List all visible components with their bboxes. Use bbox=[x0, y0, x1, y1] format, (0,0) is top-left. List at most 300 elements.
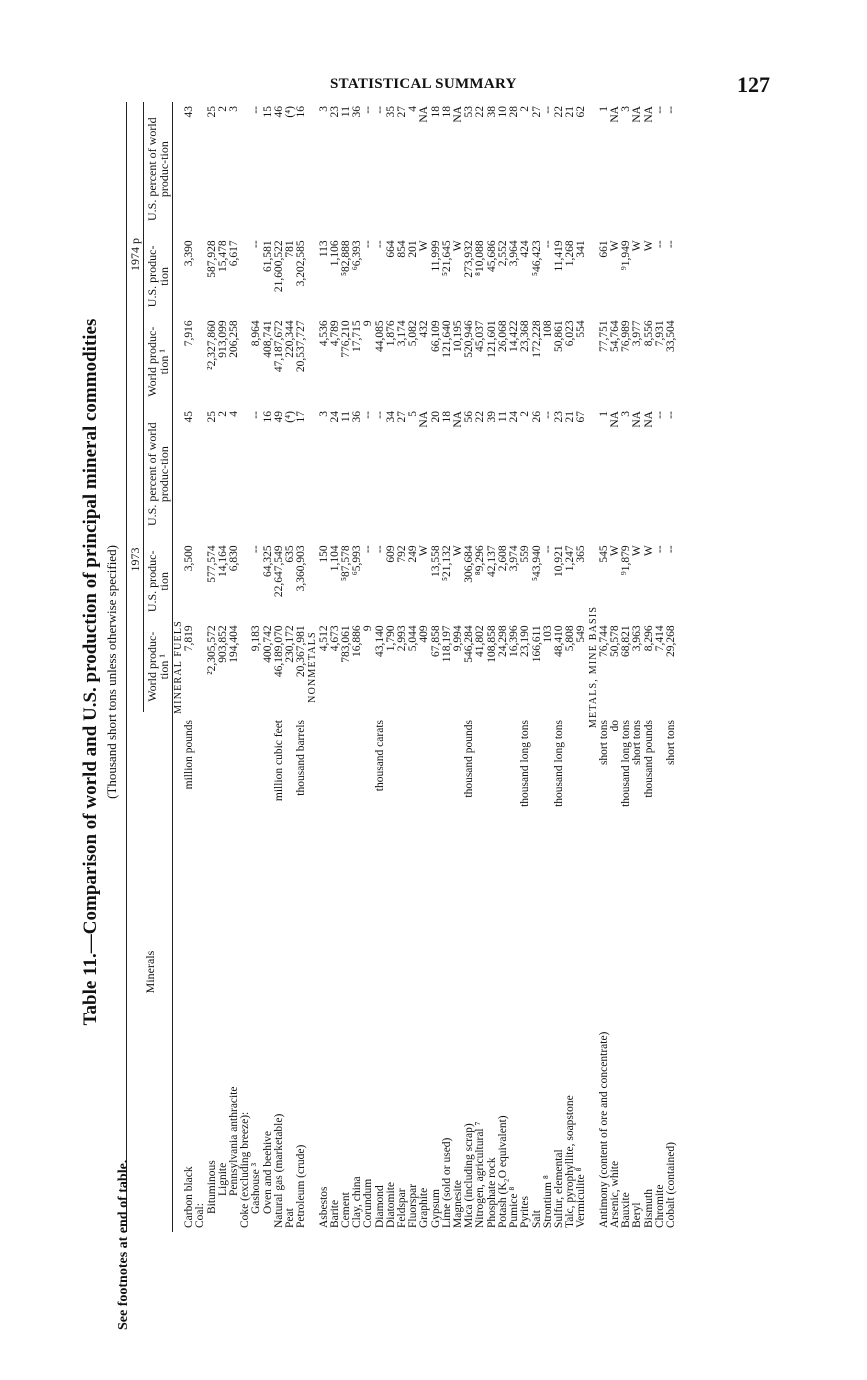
value-cell-p73: NA bbox=[642, 411, 655, 428]
value-cell-p73: 24 bbox=[328, 411, 341, 423]
value-cell-p74: NA bbox=[608, 106, 621, 123]
value-cell-w74: 913,099 bbox=[216, 320, 229, 358]
value-cell-p74: -- bbox=[653, 106, 666, 114]
running-head: STATISTICAL SUMMARY bbox=[330, 76, 517, 92]
value-cell-p74: -- bbox=[541, 106, 554, 114]
header-pct-1973: U.S. percent of world produc-tion bbox=[144, 407, 173, 541]
mineral-cell bbox=[419, 712, 430, 1232]
mineral-cell bbox=[475, 712, 486, 1232]
value-cell-w73: 50,578 bbox=[608, 625, 621, 657]
value-cell-u73: ⁹1,879 bbox=[620, 545, 633, 576]
mineral-name: Pennsylvania anthracite bbox=[228, 1086, 241, 1196]
value-cell-u74: -- bbox=[653, 240, 666, 248]
value-cell-u74: 3,964 bbox=[508, 240, 521, 267]
value-cell-u74: -- bbox=[362, 240, 375, 248]
value-cell-w74: 14,422 bbox=[508, 320, 521, 352]
value-cell-u74: 1,268 bbox=[564, 240, 577, 267]
mineral-unit: do bbox=[608, 720, 621, 732]
value-cell-p73: 49 bbox=[272, 411, 285, 423]
mineral-cell bbox=[341, 712, 352, 1232]
value-cell-u74: W bbox=[608, 240, 621, 252]
value-cell-p73: 20 bbox=[429, 411, 442, 423]
value-cell-u73: 3,500 bbox=[183, 545, 196, 572]
value-cell-u74: ⁵46,423 bbox=[530, 240, 543, 276]
value-cell-w74: 554 bbox=[575, 320, 588, 338]
value-cell-u74: 21,600,522 bbox=[272, 240, 285, 293]
value-cell-u74: ⁸10,088 bbox=[474, 240, 487, 276]
value-cell-u74: 273,932 bbox=[463, 240, 476, 278]
mineral-cell bbox=[520, 712, 531, 1232]
table-row bbox=[386, 102, 397, 1232]
mineral-name: Asbestos bbox=[317, 1186, 330, 1228]
value-cell-p74: 3 bbox=[317, 106, 330, 112]
value-cell-p74: 3 bbox=[620, 106, 633, 112]
header-us-1973: U.S. produc-tion bbox=[144, 541, 173, 621]
value-cell-u74: 1,106 bbox=[328, 240, 341, 267]
mineral-name: Cobalt (contained) bbox=[664, 1142, 677, 1228]
mineral-name: Chromite bbox=[653, 1184, 666, 1228]
value-cell-p74: 15 bbox=[261, 106, 274, 118]
table-row bbox=[375, 102, 386, 1232]
value-cell-w73: 24,298 bbox=[496, 625, 509, 657]
mineral-unit: thousand long tons bbox=[519, 720, 532, 807]
value-cell-u73: 150 bbox=[317, 545, 330, 563]
value-cell-w74: 108 bbox=[541, 320, 554, 338]
mineral-name: Pyrites bbox=[519, 1196, 532, 1228]
value-cell-u74: W bbox=[418, 240, 431, 252]
value-cell-w74: 44,085 bbox=[373, 320, 386, 352]
table-row bbox=[319, 102, 330, 1232]
value-cell-p74: 28 bbox=[508, 106, 521, 118]
value-cell-p74: NA bbox=[642, 106, 655, 123]
value-cell-p73: 2 bbox=[216, 411, 229, 417]
value-cell-u74: 587,928 bbox=[205, 240, 218, 278]
value-cell-u73: W bbox=[631, 545, 644, 557]
mineral-unit: million cubic feet bbox=[272, 720, 285, 802]
value-cell-p74 bbox=[195, 102, 206, 236]
value-cell-w73: 48,410 bbox=[552, 625, 565, 657]
value-cell-w74: 4,536 bbox=[317, 320, 330, 347]
value-cell-p73: NA bbox=[418, 411, 431, 428]
value-cell-w73: 166,611 bbox=[530, 625, 543, 663]
table-subtitle: (Thousand short tons unless otherwise specified) bbox=[104, 545, 119, 799]
mineral-name: Lignite bbox=[216, 1162, 229, 1196]
value-cell-p73: -- bbox=[250, 411, 263, 419]
value-cell-p73: 3 bbox=[317, 411, 330, 417]
section-label: MINERAL FUELS bbox=[173, 620, 184, 714]
mineral-unit: thousand pounds bbox=[463, 720, 476, 798]
mineral-name: Strontium ⁸ bbox=[541, 1175, 554, 1228]
value-cell-w73: 549 bbox=[575, 625, 588, 643]
mineral-cell bbox=[532, 712, 543, 1232]
value-cell-u73: -- bbox=[653, 545, 666, 553]
mineral-name: Nitrogen, agricultural ⁷ bbox=[474, 1121, 487, 1228]
value-cell-u74: 3,202,585 bbox=[295, 240, 308, 287]
value-cell-p74: 4 bbox=[407, 106, 420, 112]
value-cell-w73: 118,197 bbox=[440, 625, 453, 663]
value-cell-p74: 22 bbox=[552, 106, 565, 118]
value-cell-p73: 23 bbox=[552, 411, 565, 423]
value-cell-w73: 5,808 bbox=[564, 625, 577, 652]
mineral-unit: short tons bbox=[631, 720, 644, 766]
value-cell-p74: 3 bbox=[228, 106, 241, 112]
value-cell-w73: 1,790 bbox=[384, 625, 397, 652]
value-cell-u74: 341 bbox=[575, 240, 588, 258]
value-cell-p74: -- bbox=[373, 106, 386, 114]
value-cell-u73: 2,608 bbox=[496, 545, 509, 572]
table-row bbox=[498, 102, 509, 1232]
value-cell-p74: 21 bbox=[564, 106, 577, 118]
value-cell-w74: 3,977 bbox=[631, 320, 644, 347]
table-row bbox=[363, 102, 374, 1232]
value-cell-w74: 66,109 bbox=[429, 320, 442, 352]
value-cell-u73: W bbox=[452, 545, 465, 557]
value-cell-p74: 35 bbox=[384, 106, 397, 118]
value-cell-w73: 43,140 bbox=[373, 625, 386, 657]
value-cell-u74: 664 bbox=[384, 240, 397, 258]
table-row bbox=[599, 102, 610, 1232]
value-cell-u74: 45,686 bbox=[485, 240, 498, 272]
table-row bbox=[644, 102, 655, 1232]
mineral-unit: thousand carats bbox=[373, 720, 386, 792]
value-cell-u74: 11,419 bbox=[552, 240, 565, 272]
mineral-name: Bismuth bbox=[642, 1189, 655, 1228]
table-row bbox=[621, 102, 632, 1232]
table-row bbox=[509, 102, 520, 1232]
mineral-cell bbox=[666, 712, 677, 1232]
mineral-unit: thousand long tons bbox=[620, 720, 633, 807]
value-cell-u74: 781 bbox=[284, 240, 297, 258]
value-cell-u74: 424 bbox=[519, 240, 532, 258]
table-row bbox=[632, 102, 643, 1232]
mineral-name: Natural gas (marketable) bbox=[272, 1113, 285, 1228]
header-minerals: Minerals bbox=[127, 712, 173, 1232]
mineral-name: Gypsum bbox=[429, 1189, 442, 1228]
value-cell-w74 bbox=[195, 316, 206, 407]
value-cell-w73: 41,802 bbox=[474, 625, 487, 657]
mineral-cell bbox=[498, 712, 509, 1232]
value-cell-w73: 20,367,981 bbox=[295, 625, 308, 678]
value-cell-u73: ⁶5,993 bbox=[351, 545, 364, 576]
mineral-name: Talc, pyrophyllite, soapstone bbox=[564, 1095, 577, 1228]
table-row bbox=[442, 102, 453, 1232]
value-cell-w73: 194,404 bbox=[228, 625, 241, 663]
value-cell-p74 bbox=[240, 102, 251, 236]
value-cell-u74: 2,552 bbox=[496, 240, 509, 267]
value-cell-w74: 45,037 bbox=[474, 320, 487, 352]
mineral-name: Antimony (content of ore and concentrate) bbox=[597, 1031, 610, 1228]
value-cell-w74: 47,187,672 bbox=[272, 320, 285, 373]
mineral-name: Gashouse ³ bbox=[250, 1162, 263, 1214]
value-cell-u74: ⁵21,645 bbox=[440, 240, 453, 276]
value-cell-u73: 559 bbox=[519, 545, 532, 563]
value-cell-p73: 21 bbox=[564, 411, 577, 423]
value-cell-u74: ⁹1,949 bbox=[620, 240, 633, 271]
value-cell-w73: 409 bbox=[418, 625, 431, 643]
table-body bbox=[173, 102, 678, 1232]
value-cell-p74: -- bbox=[362, 106, 375, 114]
value-cell-p73: 56 bbox=[463, 411, 476, 423]
mineral-cell bbox=[352, 712, 363, 1232]
value-cell-p73: 45 bbox=[183, 411, 196, 423]
value-cell-w74: 408,741 bbox=[261, 320, 274, 358]
value-cell-w74: 121,601 bbox=[485, 320, 498, 358]
value-cell-u73: W bbox=[642, 545, 655, 557]
mineral-name: Barite bbox=[328, 1199, 341, 1228]
value-cell-u74: 6,617 bbox=[228, 240, 241, 267]
value-cell-p74: 23 bbox=[328, 106, 341, 118]
mineral-cell bbox=[599, 712, 610, 1232]
value-cell-p73: 3 bbox=[620, 411, 633, 417]
value-cell-w73: 67,858 bbox=[429, 625, 442, 657]
mineral-name: Petroleum (crude) bbox=[295, 1144, 308, 1228]
value-cell-p74: 18 bbox=[440, 106, 453, 118]
value-cell-w74: 121,640 bbox=[440, 320, 453, 358]
section-header-row bbox=[173, 102, 185, 1232]
rotated-table-block bbox=[80, 82, 780, 1262]
value-cell-w73: 4,673 bbox=[328, 625, 341, 652]
mineral-name: Bituminous bbox=[205, 1160, 218, 1214]
mineral-cell bbox=[195, 712, 206, 1232]
value-cell-u73: W bbox=[608, 545, 621, 557]
value-cell-p73: 18 bbox=[440, 411, 453, 423]
table-row bbox=[240, 102, 251, 1232]
mineral-cell bbox=[363, 712, 374, 1232]
value-cell-p74: 27 bbox=[396, 106, 409, 118]
value-cell-w73: 9,183 bbox=[250, 625, 263, 652]
table-row bbox=[274, 102, 285, 1232]
value-cell-u74: 11,999 bbox=[429, 240, 442, 272]
value-cell-u73: 22,647,549 bbox=[272, 545, 285, 598]
value-cell-u73: 609 bbox=[384, 545, 397, 563]
mineral-cell bbox=[644, 712, 655, 1232]
mineral-name: Bauxite bbox=[620, 1192, 633, 1228]
value-cell-w74: 4,789 bbox=[328, 320, 341, 347]
mineral-unit: short tons bbox=[664, 720, 677, 766]
value-cell-p73: -- bbox=[653, 411, 666, 419]
value-cell-w73: 230,172 bbox=[284, 625, 297, 663]
table-row bbox=[218, 102, 229, 1232]
mineral-name: Lime (sold or used) bbox=[440, 1137, 453, 1228]
value-cell-u74: -- bbox=[250, 240, 263, 248]
section-label: NONMETALS bbox=[307, 631, 319, 703]
value-cell-u74: 61,581 bbox=[261, 240, 274, 272]
value-cell-u73: 3,360,903 bbox=[295, 545, 308, 592]
value-cell-p73: 25 bbox=[205, 411, 218, 423]
value-cell-w73: 9 bbox=[362, 625, 375, 632]
value-cell-w74: 50,861 bbox=[552, 320, 565, 352]
table-caption bbox=[80, 82, 120, 1262]
value-cell-p74: 16 bbox=[295, 106, 308, 118]
mineral-name: Clay, china bbox=[351, 1176, 364, 1228]
value-cell-w73: 68,821 bbox=[620, 625, 633, 657]
value-cell-p74: 25 bbox=[205, 106, 218, 118]
value-cell-w73: 23,190 bbox=[519, 625, 532, 657]
value-cell-u73: 792 bbox=[396, 545, 409, 563]
value-cell-u74 bbox=[240, 236, 251, 316]
value-cell-p74: -- bbox=[250, 106, 263, 114]
header-us-1974: U.S. produc-tion bbox=[144, 236, 173, 316]
mineral-cell bbox=[184, 712, 195, 1232]
header-year-1974: 1974 p bbox=[127, 102, 144, 407]
value-cell-p74: 43 bbox=[183, 106, 196, 118]
value-cell-p73: 36 bbox=[351, 411, 364, 423]
value-cell-w74: 77,751 bbox=[597, 320, 610, 352]
value-cell-u73: 13,558 bbox=[429, 545, 442, 577]
value-cell-u74: 15,478 bbox=[216, 240, 229, 272]
value-cell-w73: 16,886 bbox=[351, 625, 364, 657]
value-cell-p73: 1 bbox=[597, 411, 610, 417]
value-cell-w74: 8,556 bbox=[642, 320, 655, 347]
value-cell-u73: -- bbox=[664, 545, 677, 553]
header-year-1973: 1973 bbox=[127, 407, 144, 712]
value-cell-w73: 103 bbox=[541, 625, 554, 643]
value-cell-p74: (⁴) bbox=[284, 106, 297, 118]
mineral-name: Feldspar bbox=[396, 1188, 409, 1228]
value-cell-w74: 432 bbox=[418, 320, 431, 338]
mineral-cell bbox=[386, 712, 397, 1232]
mineral-cell bbox=[296, 712, 307, 1232]
value-cell-p73: -- bbox=[362, 411, 375, 419]
value-cell-w73: 7,414 bbox=[653, 625, 666, 652]
value-cell-p73: 5 bbox=[407, 411, 420, 417]
table-row bbox=[419, 102, 430, 1232]
value-cell-u74 bbox=[195, 236, 206, 316]
value-cell-p73: NA bbox=[608, 411, 621, 428]
mineral-cell bbox=[632, 712, 643, 1232]
value-cell-w73: 546,284 bbox=[463, 625, 476, 663]
value-cell-u73: 3,974 bbox=[508, 545, 521, 572]
mineral-name: Diatomite bbox=[384, 1182, 397, 1228]
value-cell-u74: W bbox=[642, 240, 655, 252]
value-cell-w74: 3,174 bbox=[396, 320, 409, 347]
table-row bbox=[397, 102, 408, 1232]
value-cell-u74: W bbox=[631, 240, 644, 252]
value-cell-u74: -- bbox=[541, 240, 554, 248]
mineral-cell bbox=[408, 712, 419, 1232]
mineral-unit: thousand long tons bbox=[552, 720, 565, 807]
value-cell-w74: 172,228 bbox=[530, 320, 543, 358]
value-cell-w73: 5,044 bbox=[407, 625, 420, 652]
value-cell-w73: 903,852 bbox=[216, 625, 229, 663]
value-cell-w74: 8,964 bbox=[250, 320, 263, 347]
value-cell-u74: -- bbox=[373, 240, 386, 248]
value-cell-u73: -- bbox=[541, 545, 554, 553]
mineral-cell bbox=[621, 712, 632, 1232]
value-cell-p74: 1 bbox=[597, 106, 610, 112]
value-cell-u73: -- bbox=[373, 545, 386, 553]
mineral-cell bbox=[375, 712, 386, 1232]
table-row bbox=[251, 102, 262, 1232]
value-cell-p74: 10 bbox=[496, 106, 509, 118]
value-cell-p74: -- bbox=[664, 106, 677, 114]
value-cell-p73: -- bbox=[664, 411, 677, 419]
value-cell-p73: (⁴) bbox=[284, 411, 297, 423]
mineral-name: Corundum bbox=[362, 1178, 375, 1228]
table-row bbox=[487, 102, 498, 1232]
value-cell-u74: 113 bbox=[317, 240, 330, 258]
value-cell-w73: 76,744 bbox=[597, 625, 610, 657]
mineral-name: Mica (including scrap) bbox=[463, 1123, 476, 1228]
table-title: Table 11.—Comparison of world and U.S. production of principal mineral commodities bbox=[80, 318, 101, 1026]
mineral-name: Peat bbox=[284, 1208, 297, 1228]
value-cell-w73: 4,512 bbox=[317, 625, 330, 652]
section-label: METALS, MINE BASIS bbox=[587, 605, 599, 729]
value-cell-p74: 53 bbox=[463, 106, 476, 118]
value-cell-p74: 27 bbox=[530, 106, 543, 118]
header-world-1974: World produc-tion ¹ bbox=[144, 316, 173, 407]
mineral-cell bbox=[442, 712, 453, 1232]
value-cell-p73: 2 bbox=[519, 411, 532, 417]
mineral-unit: thousand pounds bbox=[642, 720, 655, 798]
value-cell-u73: ⁵43,940 bbox=[530, 545, 543, 581]
table-row bbox=[576, 102, 587, 1232]
value-cell-w74: 10,195 bbox=[452, 320, 465, 352]
table-row bbox=[475, 102, 486, 1232]
value-cell-u73: W bbox=[418, 545, 431, 557]
value-cell-u73: 10,921 bbox=[552, 545, 565, 577]
table-row bbox=[408, 102, 419, 1232]
mineral-name: Oven and beehive bbox=[261, 1130, 274, 1214]
value-cell-w73 bbox=[195, 621, 206, 712]
value-cell-w73: 400,742 bbox=[261, 625, 274, 663]
value-cell-p73: -- bbox=[541, 411, 554, 419]
mineral-name: Salt bbox=[530, 1210, 543, 1228]
value-cell-p74: 38 bbox=[485, 106, 498, 118]
table-row bbox=[184, 102, 195, 1232]
value-cell-p74: 2 bbox=[519, 106, 532, 112]
value-cell-w74: 20,537,727 bbox=[295, 320, 308, 373]
commodities-table bbox=[126, 102, 677, 1232]
mineral-name: Coal: bbox=[194, 1203, 207, 1228]
value-cell-u74: 201 bbox=[407, 240, 420, 258]
mineral-name: Vermiculite ⁸ bbox=[575, 1167, 588, 1228]
value-cell-w73: 8,296 bbox=[642, 625, 655, 652]
value-cell-p73: 11 bbox=[340, 411, 353, 423]
mineral-name: Magnesite bbox=[452, 1180, 465, 1228]
mineral-name: Diamond bbox=[373, 1185, 386, 1228]
section-header-row bbox=[307, 102, 318, 1232]
value-cell-w74: 206,258 bbox=[228, 320, 241, 358]
value-cell-p74: 46 bbox=[272, 106, 285, 118]
value-cell-p73: -- bbox=[373, 411, 386, 419]
value-cell-w74: 23,368 bbox=[519, 320, 532, 352]
table-row bbox=[610, 102, 621, 1232]
value-cell-p74: 62 bbox=[575, 106, 588, 118]
value-cell-w74: 220,344 bbox=[284, 320, 297, 358]
value-cell-w74: 7,931 bbox=[653, 320, 666, 347]
mineral-cell bbox=[576, 712, 587, 1232]
value-cell-p73: 27 bbox=[396, 411, 409, 423]
value-cell-w74: 33,504 bbox=[664, 320, 677, 352]
value-cell-u74: -- bbox=[664, 240, 677, 248]
mineral-name: Graphite bbox=[418, 1187, 431, 1228]
mineral-cell bbox=[565, 712, 576, 1232]
value-cell-w74: 1,876 bbox=[384, 320, 397, 347]
value-cell-u73: 14,164 bbox=[216, 545, 229, 577]
value-cell-p74: 11 bbox=[340, 106, 353, 118]
value-cell-p73: 11 bbox=[496, 411, 509, 423]
value-cell-u74: 3,390 bbox=[183, 240, 196, 267]
value-cell-p74: 36 bbox=[351, 106, 364, 118]
mineral-unit: million pounds bbox=[183, 720, 196, 790]
value-cell-p73: 4 bbox=[228, 411, 241, 417]
table-row bbox=[341, 102, 352, 1232]
value-cell-w74: 520,946 bbox=[463, 320, 476, 358]
value-cell-w74: 17,715 bbox=[351, 320, 364, 352]
mineral-cell bbox=[330, 712, 341, 1232]
mineral-cell bbox=[319, 712, 330, 1232]
